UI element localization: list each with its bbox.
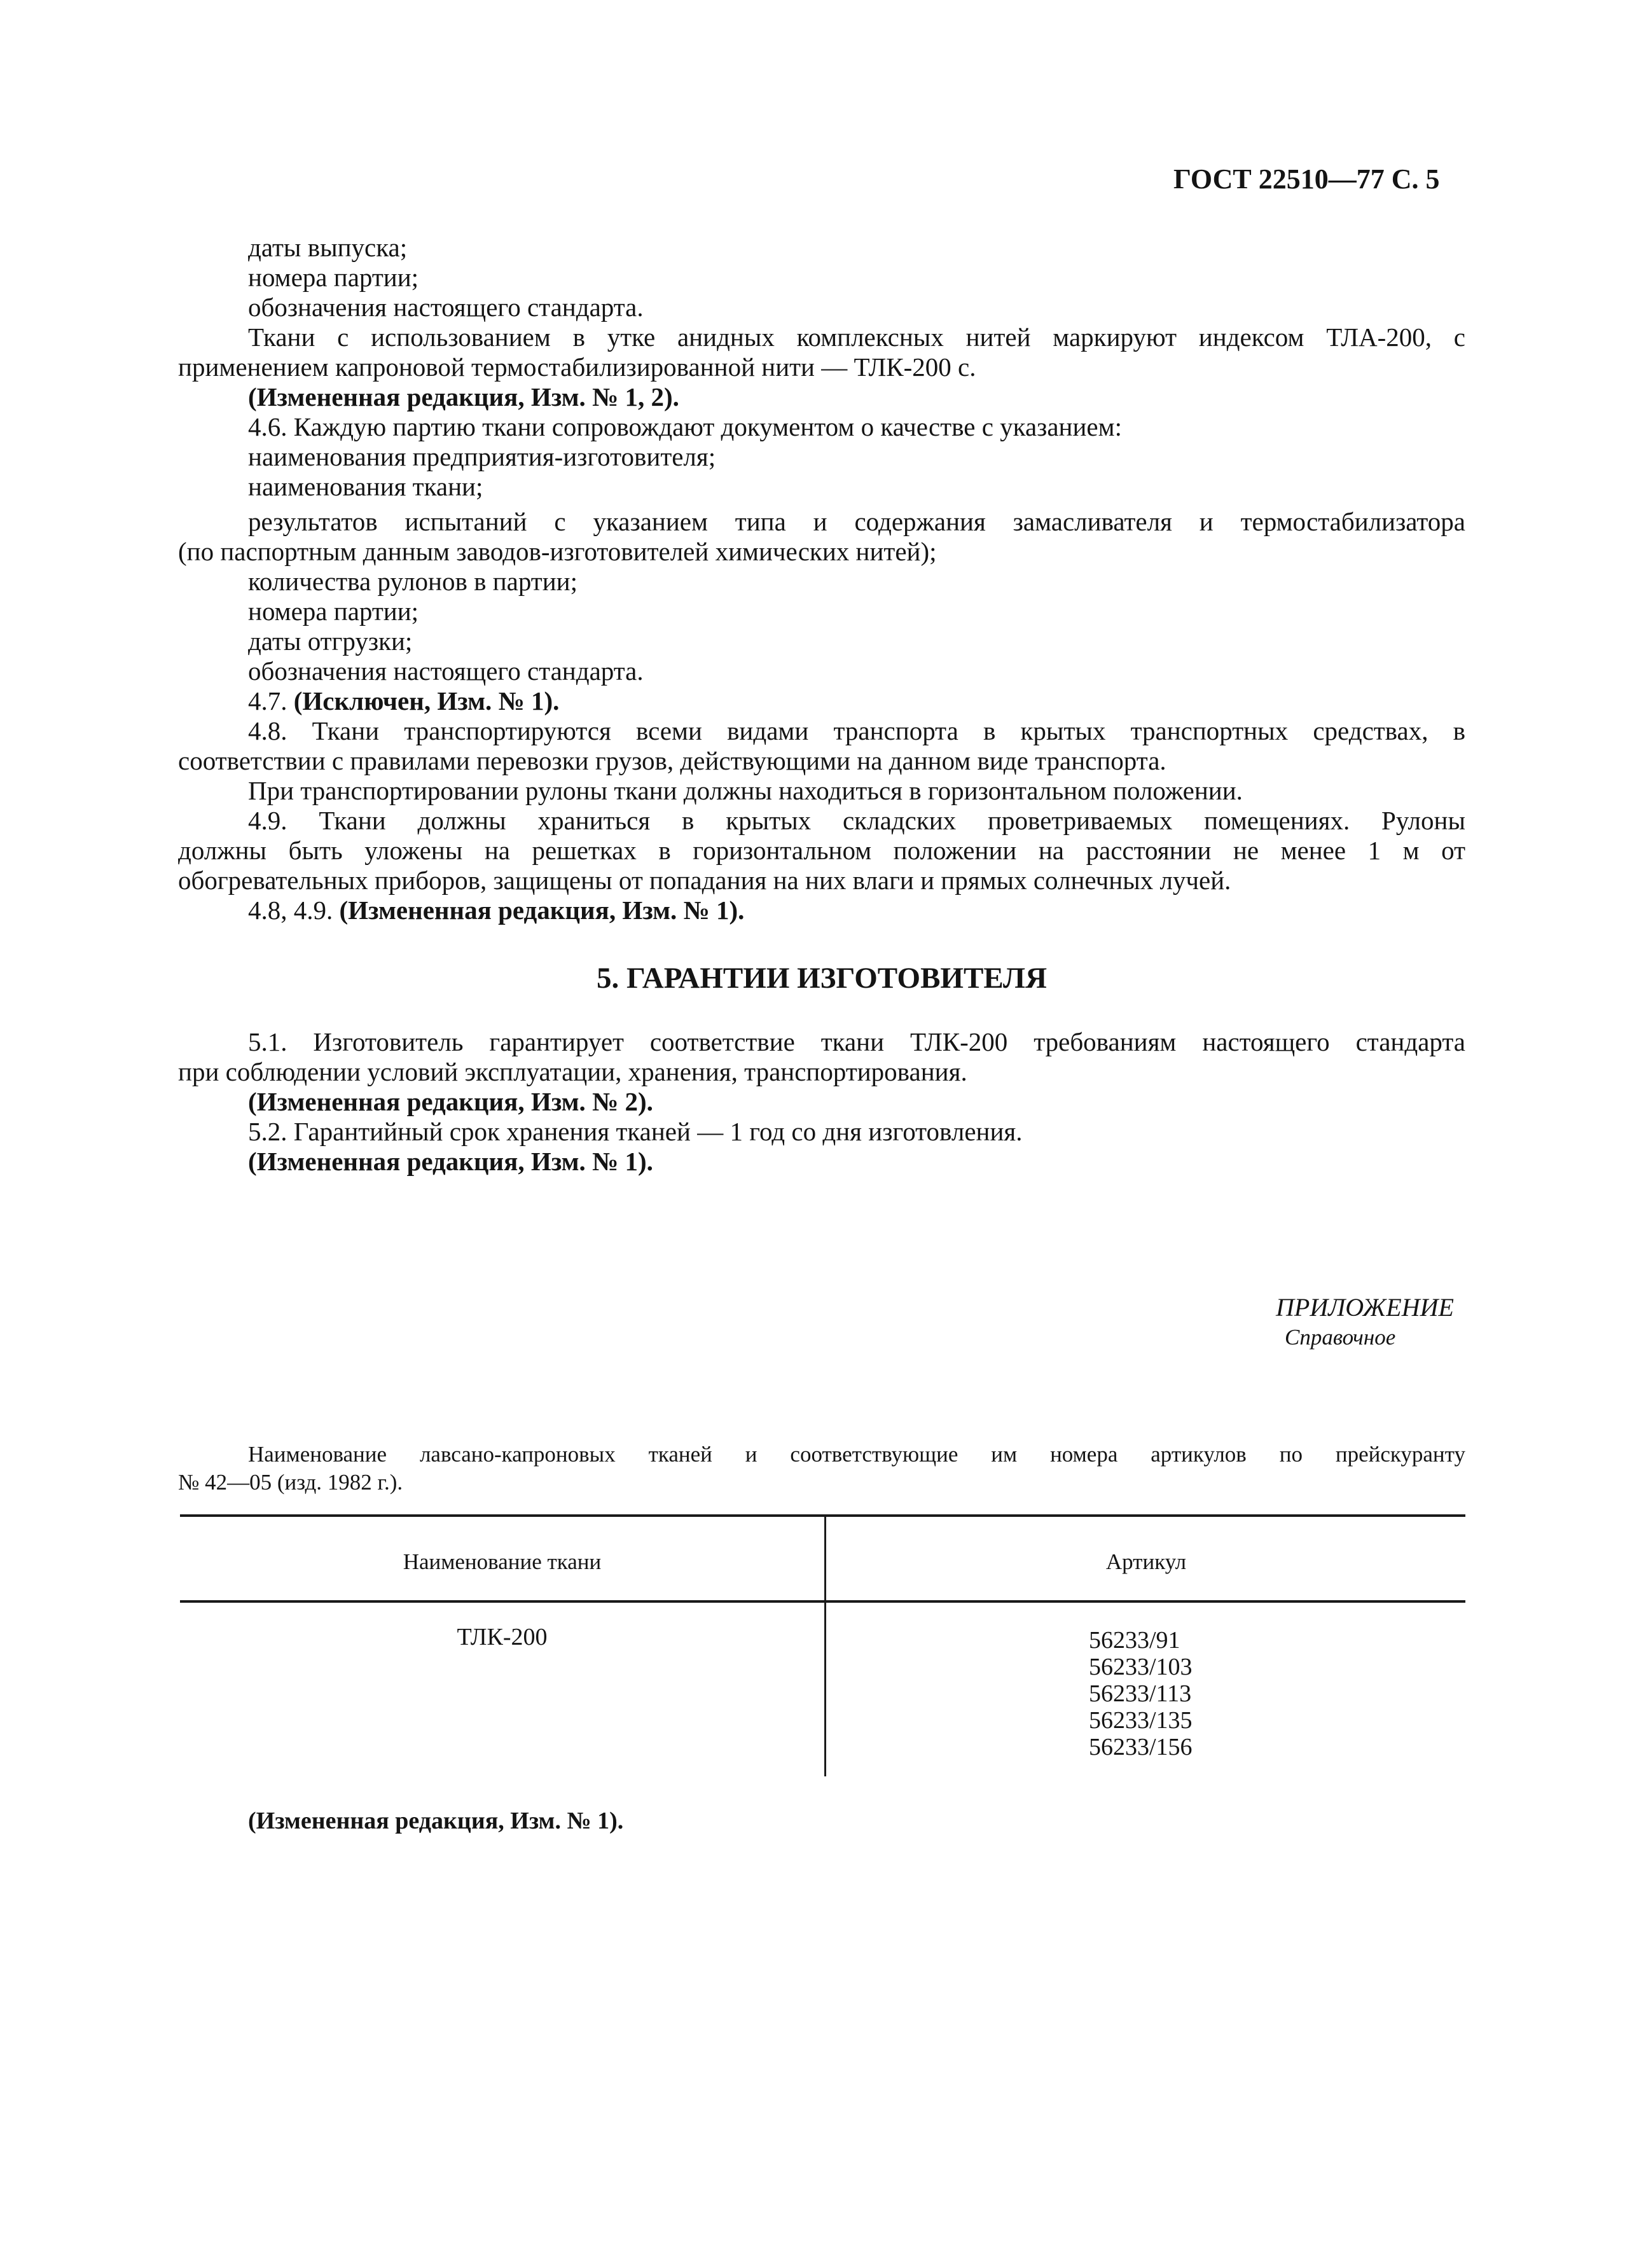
table-header-fabric: Наименование ткани xyxy=(403,1549,602,1574)
clause-4-7-text xyxy=(248,686,559,716)
text-line: применением капроновой термостабилизированной нити — ТЛК-200 с. xyxy=(178,352,976,382)
clause-number: 4.7. xyxy=(248,686,294,716)
amendment-note: (Измененная редакция, Изм. № 1). xyxy=(248,1147,653,1176)
table-column-divider xyxy=(824,1516,826,1776)
appendix-caption: Наименование лавсано-капроновых тканей и соответствующие им номера артикулов по прейскуранту xyxy=(248,1442,1465,1467)
text-line: количества рулонов в партии; xyxy=(248,567,577,596)
text-line: (по паспортным данным заводов-изготовителей химических нитей); xyxy=(178,537,937,566)
clause-4-8: 4.8. Ткани транспортируются всеми видами транспорта в крытых транспортных средствах, в xyxy=(248,716,1465,745)
text-line: при соблюдении условий эксплуатации, хранения, транспортирования. xyxy=(178,1057,967,1086)
clause-5-2: 5.2. Гарантийный срок хранения тканей — 1 год со дня изготовления. xyxy=(248,1117,1023,1146)
text-line: даты выпуска; xyxy=(248,233,408,262)
text-line: обозначения настоящего стандарта. xyxy=(248,656,644,686)
table-row: 56233/135 xyxy=(1089,1707,1193,1734)
clause-5-1: 5.1. Изготовитель гарантирует соответствие ткани ТЛК-200 требованиям настоящего стандарта xyxy=(248,1027,1465,1056)
appendix-caption: № 42—05 (изд. 1982 г.). xyxy=(178,1470,403,1495)
amendment-note: (Измененная редакция, Изм. № 2). xyxy=(248,1087,653,1116)
table-header-article: Артикул xyxy=(1105,1549,1187,1574)
appendix-subtitle: Справочное xyxy=(1285,1325,1396,1350)
page-header: ГОСТ 22510—77 С. 5 xyxy=(1173,163,1440,195)
amendment-reference: (Исключен, Изм. № 1). xyxy=(293,686,560,716)
text-line: При транспортировании рулоны ткани должны находиться в горизонтальном положении. xyxy=(248,776,1243,805)
appendix-title: ПРИЛОЖЕНИЕ xyxy=(1276,1293,1454,1322)
text-line: номера партии; xyxy=(248,597,419,626)
text-line: соответствии с правилами перевозки грузов, действующими на данном виде транспорта. xyxy=(178,746,1166,775)
text-line: Ткани с использованием в утке анидных комплексных нитей маркируют индексом ТЛА-200, с xyxy=(248,322,1465,352)
text-line: наименования ткани; xyxy=(248,472,483,501)
appendix-footnote: (Измененная редакция, Изм. № 1). xyxy=(248,1808,624,1834)
amendment-reference: (Измененная редакция, Изм. № 1). xyxy=(339,895,745,925)
amendment-note xyxy=(248,894,744,926)
clause-4-9: 4.9. Ткани должны храниться в крытых складских проветриваемых помещениях. Рулоны xyxy=(248,806,1465,835)
table-row: 56233/156 xyxy=(1089,1734,1193,1760)
table-row: 56233/103 xyxy=(1089,1654,1193,1680)
text-line: наименования предприятия-изготовителя; xyxy=(248,442,716,471)
text-line: номера партии; xyxy=(248,263,419,292)
clause-4-6: 4.6. Каждую партию ткани сопровождают документом о качестве с указанием: xyxy=(248,412,1122,441)
text-line: обозначения настоящего стандарта. xyxy=(248,293,644,322)
text-line: обогревательных приборов, защищены от попадания на них влаги и прямых солнечных лучей. xyxy=(178,866,1231,895)
table-top-rule xyxy=(180,1514,1465,1517)
text-line: должны быть уложены на решетках в горизонтальном положении на расстоянии не менее 1 м от xyxy=(178,836,1465,865)
table-header-rule xyxy=(180,1600,1465,1603)
amendment-note: (Измененная редакция, Изм. № 1, 2). xyxy=(248,382,679,411)
table-cell-fabric: ТЛК-200 xyxy=(457,1624,548,1650)
clause-number: 4.8, 4.9. xyxy=(248,895,340,925)
text-line: результатов испытаний с указанием типа и содержания замасливателя и термостабилизатора xyxy=(248,507,1465,536)
table-row: 56233/91 xyxy=(1089,1627,1180,1654)
clause-4-7 xyxy=(248,685,559,717)
table-row: 56233/113 xyxy=(1089,1680,1192,1707)
text-line: даты отгрузки; xyxy=(248,626,413,656)
section-title: 5. ГАРАНТИИ ИЗГОТОВИТЕЛЯ xyxy=(596,962,1048,995)
